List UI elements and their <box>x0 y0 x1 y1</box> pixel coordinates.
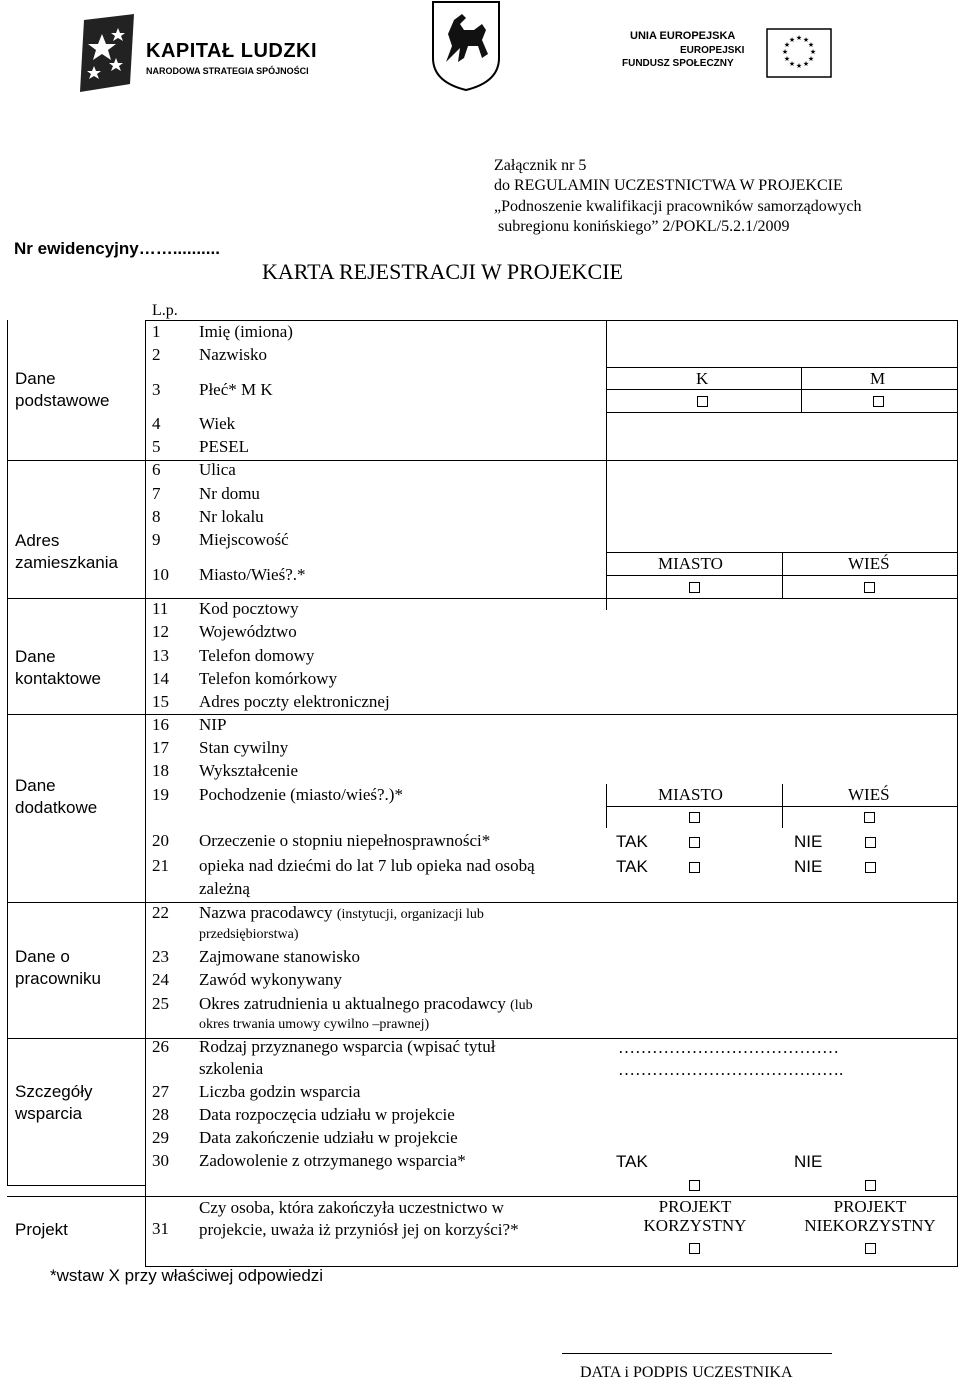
section-label-line: Dane <box>15 647 56 666</box>
row-label: Okres zatrudnienia u aktualnego pracodawcy <box>199 994 511 1013</box>
option-miasto-label: MIASTO <box>658 785 723 804</box>
section-label-line: podstawowe <box>15 391 110 410</box>
row-label: PESEL <box>199 437 250 456</box>
annex-project-code: subregionu konińskiego” 2/POKL/5.2.1/2009 <box>494 218 790 235</box>
option-wies-label: WIEŚ <box>848 785 890 804</box>
option-nie-label: NIE <box>794 832 823 851</box>
option-nie-label: NIE <box>794 857 823 876</box>
section-label-line: zamieszkania <box>15 553 118 572</box>
section-label-line: dodatkowe <box>15 798 98 817</box>
checkbox-disability-nie[interactable] <box>865 837 876 848</box>
option-projekt-niekorzystny-1: PROJEKT <box>833 1197 907 1216</box>
section-dane-kontaktowe <box>15 646 101 690</box>
row-label: Pochodzenie (miasto/wieś?.)* <box>199 785 403 804</box>
section-dane-o-pracowniku <box>15 946 101 990</box>
option-m-label: M <box>870 369 886 388</box>
row-number: 17 <box>152 738 169 757</box>
row-label: Kod pocztowy <box>199 599 299 618</box>
option-k-label: K <box>696 369 709 388</box>
section-label-line: Szczegóły <box>15 1082 93 1101</box>
option-projekt-korzystny-1: PROJEKT <box>658 1197 732 1216</box>
support-title-field[interactable]: ………………………………… <box>618 1038 839 1057</box>
row-label: Zawód wykonywany <box>199 970 343 989</box>
row-number: 28 <box>152 1105 169 1124</box>
row-label: Rodzaj przyznanego wsparcia (wpisać tytuł <box>199 1037 496 1056</box>
row-label: Miejscowość <box>199 530 289 549</box>
row-number: 19 <box>152 785 169 804</box>
row-label: Czy osoba, która zakończyła uczestnictwo w <box>199 1198 504 1217</box>
footnote: *wstaw X przy właściwej odpowiedzi <box>50 1266 324 1285</box>
svg-text:★: ★ <box>809 48 817 56</box>
section-label-line: Adres <box>15 531 60 550</box>
checkbox-satisfaction-tak[interactable] <box>689 1180 700 1191</box>
lp-header: L.p. <box>152 302 178 319</box>
svg-text:★: ★ <box>795 62 803 70</box>
row-number: 8 <box>152 507 161 526</box>
svg-text:★: ★ <box>781 48 789 56</box>
kapital-ludzki-logo <box>80 14 340 94</box>
row-label: Nazwa pracodawcy <box>199 903 337 922</box>
row-number: 20 <box>152 831 169 850</box>
page-title: KARTA REJESTRACJI W PROJEKCIE <box>262 259 623 284</box>
svg-text:★: ★ <box>788 36 796 44</box>
row-number: 30 <box>152 1151 169 1170</box>
row-label: Ulica <box>199 460 236 479</box>
kapital-ludzki-emblem-icon <box>80 14 140 92</box>
row-label: Nazwisko <box>199 345 267 364</box>
eu-flag-icon <box>766 28 832 78</box>
row-label: Nr domu <box>199 484 260 503</box>
option-wies-label: WIEŚ <box>848 554 890 573</box>
row-number: 3 <box>152 380 161 399</box>
section-label-line: Projekt <box>15 1220 68 1239</box>
svg-text:★: ★ <box>807 55 815 63</box>
row-number: 12 <box>152 622 169 641</box>
row-number: 13 <box>152 646 169 665</box>
row-label-continued: okres trwania umowy cywilno –prawnej) <box>199 1017 430 1032</box>
section-label-line: Dane <box>15 369 56 388</box>
row-number: 1 <box>152 322 161 341</box>
row-number: 22 <box>152 903 169 922</box>
annex-project-name: „Podnoszenie kwalifikacji pracowników samorządowych <box>494 198 862 215</box>
option-nie-label: NIE <box>794 1152 823 1171</box>
option-tak-label: TAK <box>616 857 648 876</box>
row-label: opieka nad dziećmi do lat 7 lub opieka nad osobą <box>199 856 535 875</box>
row-number: 26 <box>152 1037 169 1056</box>
row-label: Wiek <box>199 414 236 433</box>
checkbox-residence-miasto[interactable] <box>689 582 700 593</box>
svg-text:★: ★ <box>783 41 791 49</box>
row-label: Imię (imiona) <box>199 322 293 341</box>
section-label-line: kontaktowe <box>15 669 101 688</box>
section-label-line: Dane <box>15 776 56 795</box>
row-number: 24 <box>152 970 169 989</box>
row-label-continued: zależną <box>199 879 250 898</box>
checkbox-gender-m[interactable] <box>873 396 884 407</box>
annex-regulation: do REGULAMIN UCZESTNICTWA W PROJEKCIE <box>494 177 843 194</box>
checkbox-benefit-korzystny[interactable] <box>689 1243 700 1254</box>
row-number: 5 <box>152 437 161 456</box>
checkbox-gender-k[interactable] <box>697 396 708 407</box>
row-label: Adres poczty elektronicznej <box>199 692 390 711</box>
checkbox-origin-miasto[interactable] <box>689 812 700 823</box>
row-label: Telefon domowy <box>199 646 315 665</box>
section-adres-zamieszkania <box>15 530 118 574</box>
coat-of-arms-logo <box>430 0 502 92</box>
row-number: 11 <box>152 599 169 618</box>
ue-line1: UNIA EUROPEJSKA <box>630 30 736 42</box>
row-number: 4 <box>152 414 161 433</box>
section-label-line: wsparcia <box>15 1104 83 1123</box>
row-number: 15 <box>152 692 169 711</box>
option-tak-label: TAK <box>616 1152 648 1171</box>
row-label-note: (lub <box>510 998 533 1013</box>
ue-line2: EUROPEJSKI <box>680 45 745 56</box>
ue-line3: FUNDUSZ SPOŁECZNY <box>622 58 734 69</box>
section-dane-podstawowe <box>15 368 110 412</box>
checkbox-disability-tak[interactable] <box>689 837 700 848</box>
checkbox-care-nie[interactable] <box>865 862 876 873</box>
row-number: 25 <box>152 994 169 1013</box>
signature-label: DATA i PODPIS UCZESTNIKA <box>580 1364 793 1381</box>
option-miasto-label: MIASTO <box>658 554 723 573</box>
row-label-note: (instytucji, organizacji lub <box>336 907 484 922</box>
checkbox-benefit-niekorzystny[interactable] <box>865 1243 876 1254</box>
row-number: 31 <box>152 1219 169 1238</box>
row-number: 29 <box>152 1128 169 1147</box>
row-label: Data zakończenie udziału w projekcie <box>199 1128 458 1147</box>
option-projekt-niekorzystny-2: NIEKORZYSTNY <box>804 1216 936 1235</box>
row-label-continued: szkolenia <box>199 1059 264 1078</box>
support-title-field-line2[interactable]: …………………………………. <box>618 1060 844 1079</box>
kapital-ludzki-title: KAPITAŁ LUDZKI <box>146 40 318 62</box>
unia-europejska-logo <box>620 26 832 80</box>
kapital-ludzki-subtitle: NARODOWA STRATEGIA SPÓJNOŚCI <box>146 66 309 76</box>
option-projekt-korzystny-2: KORZYSTNY <box>643 1216 747 1235</box>
row-label: Zadowolenie z otrzymanego wsparcia* <box>199 1151 466 1170</box>
row-label: Stan cywilny <box>199 738 289 757</box>
row-label: Orzeczenie o stopniu niepełnosprawności* <box>199 831 491 850</box>
registry-number: Nr ewidencyjny…….......... <box>14 239 220 258</box>
checkbox-residence-wies[interactable] <box>864 582 875 593</box>
option-tak-label: TAK <box>616 832 648 851</box>
row-number: 16 <box>152 715 169 734</box>
row-number: 9 <box>152 530 161 549</box>
section-szczegoly-wsparcia <box>15 1081 92 1125</box>
row-label: Miasto/Wieś?.* <box>199 565 306 584</box>
row-number: 18 <box>152 761 169 780</box>
section-label-line: Dane o <box>15 947 70 966</box>
svg-text:★: ★ <box>807 41 815 49</box>
row-label: Data rozpoczęcia udziału w projekcie <box>199 1105 455 1124</box>
row-label: Wykształcenie <box>199 761 299 780</box>
row-number: 23 <box>152 947 169 966</box>
svg-text:★: ★ <box>783 55 791 63</box>
row-label: Zajmowane stanowisko <box>199 947 360 966</box>
annex-number: Załącznik nr 5 <box>494 157 587 174</box>
checkbox-care-tak[interactable] <box>689 862 700 873</box>
row-label: NIP <box>199 715 227 734</box>
svg-text:★: ★ <box>788 60 796 68</box>
section-dane-dodatkowe <box>15 775 97 819</box>
row-number: 14 <box>152 669 169 688</box>
checkbox-satisfaction-nie[interactable] <box>865 1180 876 1191</box>
row-label-continued: projekcie, uważa iż przyniósł jej on korzyści?* <box>199 1220 519 1239</box>
svg-text:★: ★ <box>802 36 810 44</box>
row-number: 6 <box>152 460 161 479</box>
row-number: 27 <box>152 1082 169 1101</box>
row-label: Płeć* M K <box>199 380 273 399</box>
row-number: 10 <box>152 565 169 584</box>
section-label-line: pracowniku <box>15 969 101 988</box>
checkbox-origin-wies[interactable] <box>864 812 875 823</box>
row-label: Liczba godzin wsparcia <box>199 1082 361 1101</box>
row-label: Telefon komórkowy <box>199 669 338 688</box>
row-label: Województwo <box>199 622 297 641</box>
horse-shield-icon <box>430 0 502 92</box>
row-number: 21 <box>152 856 169 875</box>
svg-text:★: ★ <box>802 60 810 68</box>
row-number: 2 <box>152 345 161 364</box>
svg-text:★: ★ <box>795 34 803 42</box>
signature-line <box>562 1353 832 1354</box>
section-projekt <box>15 1219 68 1241</box>
row-label-continued: przedsiębiorstwa) <box>199 927 299 942</box>
row-number: 7 <box>152 484 161 503</box>
row-label: Nr lokalu <box>199 507 264 526</box>
